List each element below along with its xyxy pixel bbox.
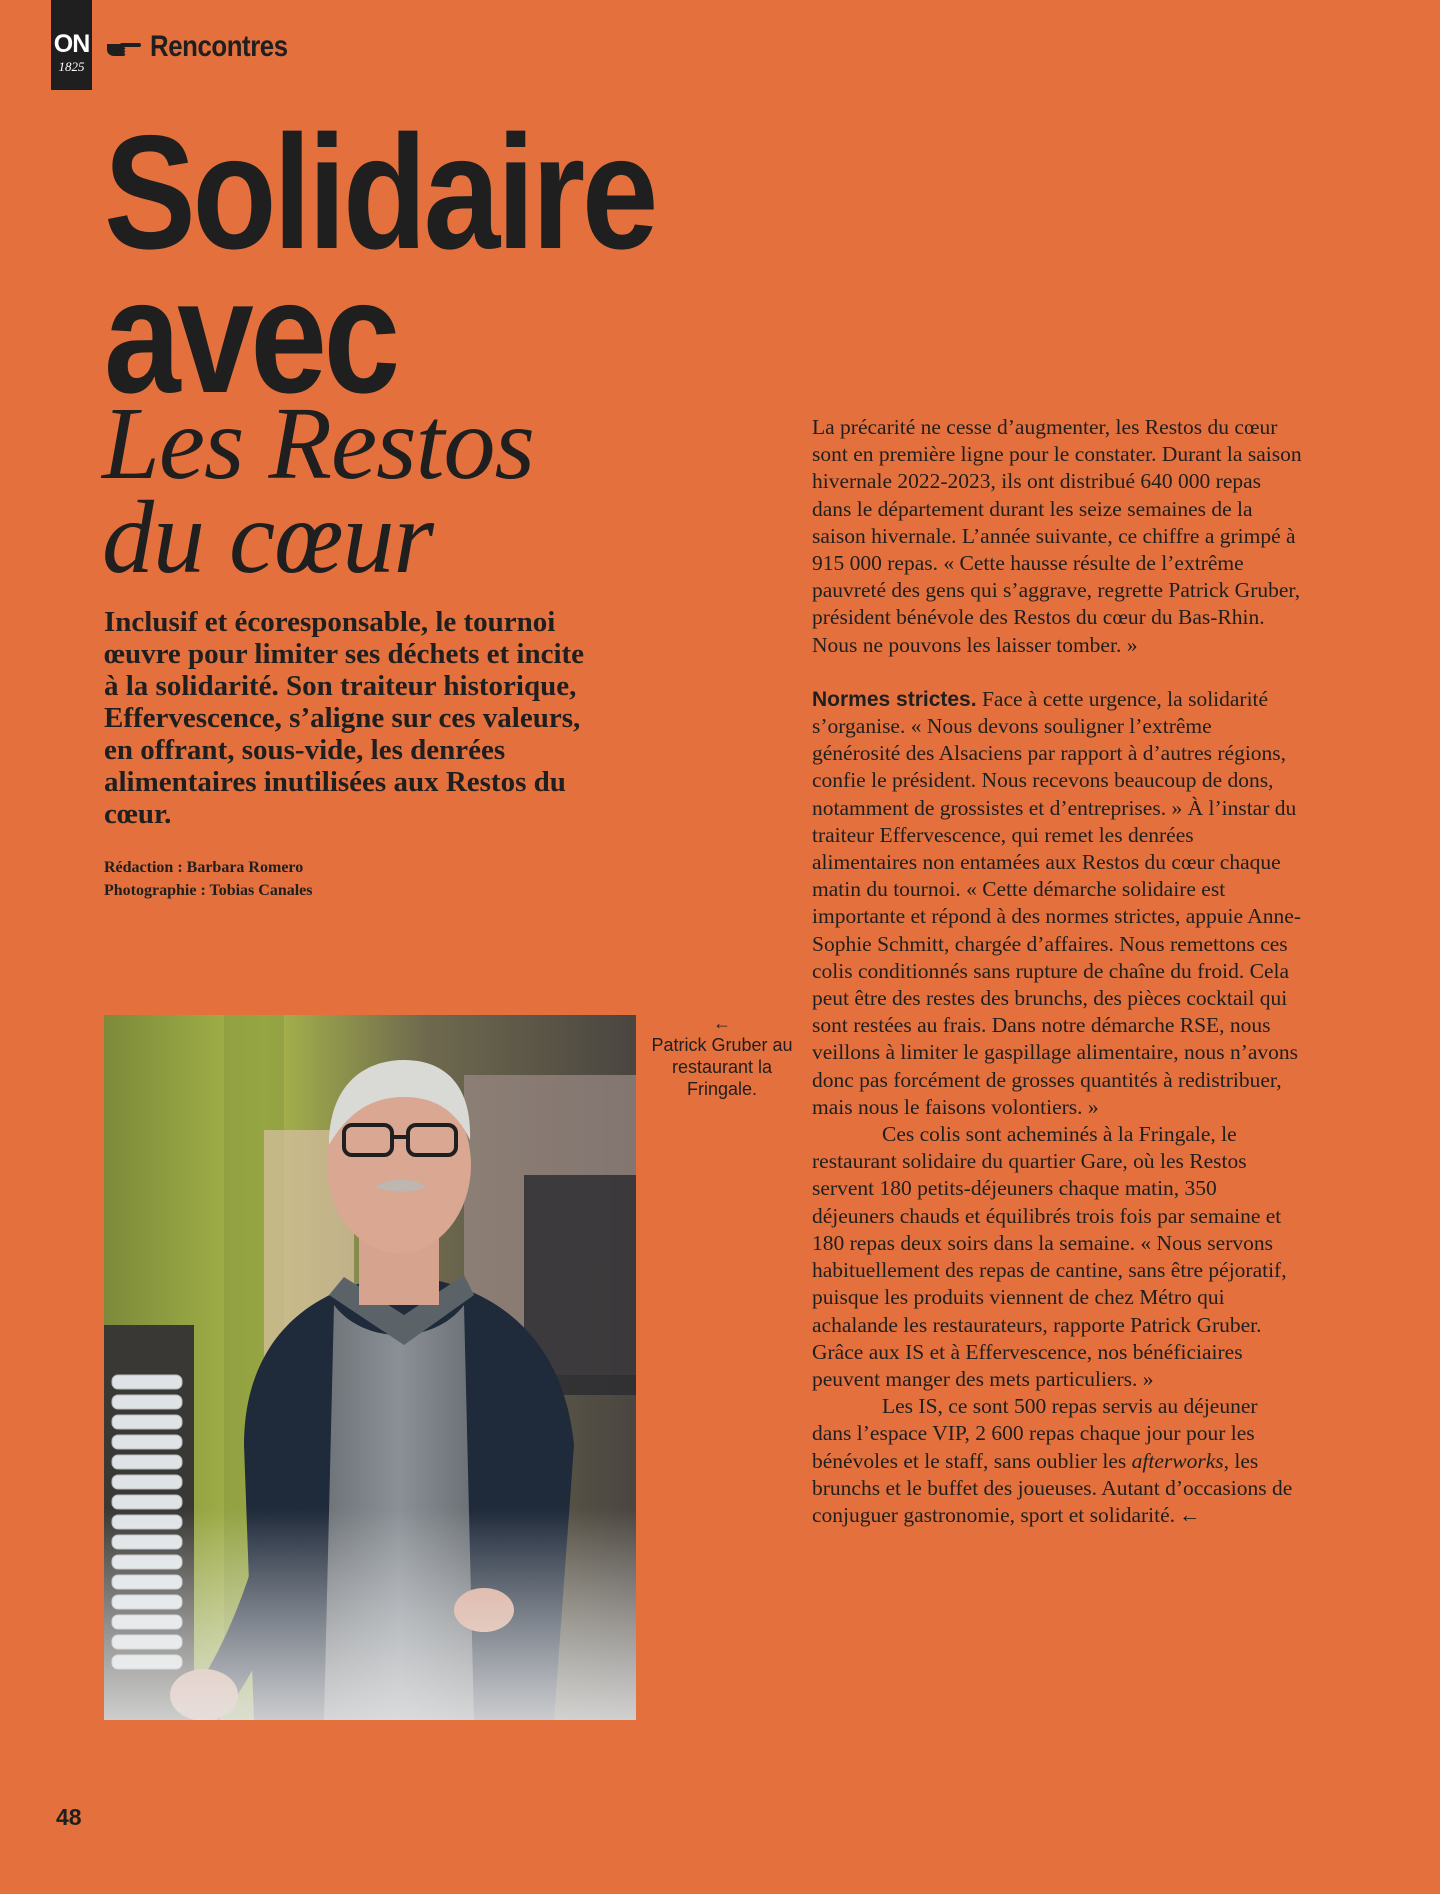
article-body [812, 414, 1302, 1529]
article-paragraph-1: La précarité ne cesse d’augmenter, les Restos du cœur sont en première ligne pour le constater. Durant la saison hivernale 2022-2023, ils ont distribué 640 000 repas dans le département durant les seize semaines de la saison hivernale. L’année suivante, ce chiffre a grimpé à 915 000 repas. « Cette hausse résulte de l’extrême pauvreté des gens qui s’aggrave, regrette Patrick Gruber, président bénévole des Restos du cœur du Bas-Rhin. Nous ne pouvons les laisser tomber. » [812, 415, 1302, 657]
caption-arrow-icon: ← [713, 1013, 731, 1033]
logo-main-text: ON [53, 30, 90, 58]
paragraph-4-italic: afterworks [1131, 1448, 1224, 1473]
magazine-logo [51, 0, 92, 90]
headline-script-line-2: du cœur [102, 480, 433, 595]
lede-paragraph: Inclusif et écoresponsable, le tournoi œuvre pour limiter ses déchets et incite à la solidarité. Son traiteur historique, Effervescence, s’aligne sur ces valeurs, en offrant, sous-vide, les denrées alimentaires inutilisées aux Restos du cœur. [104, 606, 585, 830]
end-mark-icon: ← [1179, 1502, 1201, 1527]
photo-caption [648, 1012, 796, 1100]
section-rubric [106, 30, 310, 64]
pointing-hand-icon [106, 37, 142, 57]
headline-line-2: avec [104, 246, 397, 427]
headline-script-line-1: Les Restos [102, 386, 534, 501]
caption-text: Patrick Gruber au restaurant la Fringale. [651, 1035, 793, 1099]
portrait-illustration [104, 1015, 636, 1720]
article-paragraph-3: Ces colis sont acheminés à la Fringale, le restaurant solidaire du quartier Gare, où les Restos servent 180 petits-déjeuners chaque matin, 350 déjeuners chauds et équilibrés trois fois par semaine et 180 repas deux soirs dans la semaine. « Nous servons habituellement des repas de cantine, sans être péjoratif, puisque les produits viennent de chez Métro qui achalande les restaurateurs, rapporte Patrick Gruber. Grâce aux IS et à Effervescence, nos bénéficiaires peuvent manger des mets particuliers. » [812, 1122, 1287, 1391]
portrait-photo [104, 1015, 636, 1720]
article-paragraph-2-text: Face à cette urgence, la solidarité s’organise. « Nous devons souligner l’extrême générosité des Alsaciens par rapport à d’autres régions, confie le président. Nous recevons beaucoup de dons, notamment de grossistes et d’entreprises. » À l’instar du traiteur Effervescence, qui remet les denrées alimentaires non entamées aux Restos du cœur chaque matin du tournoi. « Cette démarche solidaire est importante et répond à des normes strictes, appuie Anne-Sophie Schmitt, chargée d’affaires. Nous remettons ces colis conditionnés sans rupture de chaîne du froid. Cela peut être des restes des brunchs, des pièces cocktail qui sont restées au frais. Dans notre démarche RSE, nous veillons à limiter le gaspillage alimentaire, nous n’avons donc pas forcément de grosses quantités à redistribuer, mais nous le faisons volontiers. » [812, 686, 1301, 1119]
article-subhead: Normes strictes. [812, 687, 977, 711]
logo-year: 1825 [58, 59, 85, 74]
article-paragraph-4 [812, 1393, 1302, 1529]
article-credits [104, 856, 312, 902]
headline-line-1: Solidaire [104, 102, 655, 283]
page-number: 48 [56, 1804, 82, 1830]
paragraph-4-end: , les brunchs et le buffet des joueuses. Autant d’occasions de conjuguer gastronomie, sport et solidarité. [812, 1448, 1293, 1527]
rubric-label: Rencontres [150, 30, 288, 63]
credit-redaction: Rédaction : Barbara Romero [104, 859, 304, 876]
article-paragraph-2 [812, 686, 1302, 1121]
paragraph-4-start: Les IS, ce sont 500 repas servis au déjeuner dans l’espace VIP, 2 600 repas chaque jour pour les bénévoles et le staff, sans oublier les [812, 1394, 1258, 1473]
credit-photographie: Photographie : Tobias Canales [104, 882, 313, 899]
